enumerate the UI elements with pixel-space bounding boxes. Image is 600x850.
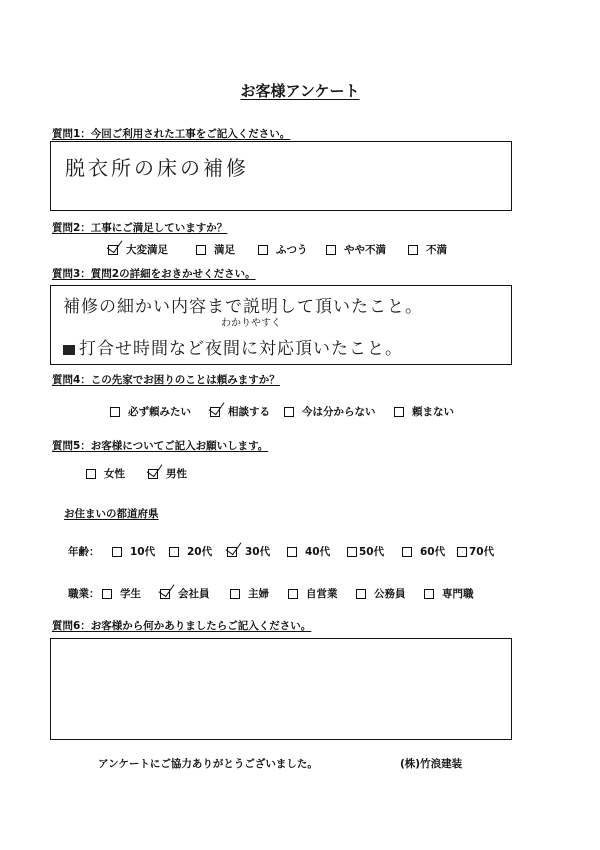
- checkbox-icon[interactable]: [287, 547, 297, 557]
- question-1-answer: 脱衣所の床の補修: [65, 156, 249, 180]
- job-options: [68, 586, 482, 601]
- option-age-50s[interactable]: 50代: [347, 544, 402, 559]
- checkbox-icon[interactable]: [258, 245, 268, 255]
- checkbox-icon[interactable]: [102, 589, 112, 599]
- company-name: (株)竹浪建装: [400, 758, 463, 770]
- prefecture-label: お住まいの都道府県: [64, 508, 159, 520]
- checkbox-icon[interactable]: [108, 245, 118, 255]
- question-5-label: 質問5：お客様についてご記入お願いします。: [52, 440, 269, 452]
- question-3-label: 質問3：質問2の詳細をおきかせください。: [52, 268, 256, 280]
- checkbox-icon[interactable]: [288, 589, 298, 599]
- option-job-self-employed[interactable]: 自営業: [288, 586, 356, 601]
- checkbox-icon[interactable]: [284, 407, 294, 417]
- checkbox-icon[interactable]: [110, 407, 120, 417]
- option-job-company-employee[interactable]: 会社員: [160, 586, 230, 601]
- checkbox-icon[interactable]: [326, 245, 336, 255]
- question-5-options: [86, 466, 198, 481]
- checkbox-icon[interactable]: [169, 547, 179, 557]
- checkbox-icon[interactable]: [402, 547, 412, 557]
- option-normal[interactable]: ふつう: [258, 242, 326, 257]
- question-2-label: 質問2：工事にご満足していますか？: [52, 222, 228, 234]
- page-title: お客様アンケート: [240, 82, 360, 100]
- option-female[interactable]: 女性: [86, 466, 148, 481]
- thanks-message: アンケートにご協力ありがとうございました。: [98, 758, 318, 770]
- checkbox-icon[interactable]: [210, 407, 220, 417]
- checkbox-icon[interactable]: [394, 407, 404, 417]
- age-options: [68, 544, 501, 559]
- option-job-homemaker[interactable]: 主婦: [230, 586, 288, 601]
- option-age-30s[interactable]: 30代: [227, 544, 287, 559]
- strikeout-mark: [63, 345, 75, 355]
- checkbox-icon[interactable]: [112, 547, 122, 557]
- question-3-answer-box[interactable]: [50, 285, 512, 365]
- question-6-label: 質問6：お客様から何かありましたらご記入ください。: [52, 620, 312, 632]
- option-dissatisfied[interactable]: 不満: [408, 242, 468, 257]
- job-label: 職業：: [68, 588, 100, 600]
- question-6-answer-box[interactable]: [50, 638, 512, 740]
- checkbox-icon[interactable]: [424, 589, 434, 599]
- option-job-student[interactable]: 学生: [102, 586, 160, 601]
- option-job-civil-servant[interactable]: 公務員: [356, 586, 424, 601]
- checkbox-icon[interactable]: [86, 469, 96, 479]
- option-definitely-request[interactable]: 必ず頼みたい: [110, 404, 210, 419]
- option-satisfied[interactable]: 満足: [196, 242, 258, 257]
- question-1-label: 質問1：今回ご利用された工事をご記入ください。: [52, 128, 291, 140]
- option-job-specialist[interactable]: 専門職: [424, 586, 482, 601]
- option-male[interactable]: 男性: [148, 466, 198, 481]
- question-4-label: 質問4：この先家でお困りのことは頼みますか？: [52, 374, 280, 386]
- checkbox-icon[interactable]: [347, 547, 357, 557]
- question-4-options: [110, 404, 464, 419]
- option-age-60s[interactable]: 60代: [402, 544, 457, 559]
- checkbox-icon[interactable]: [230, 589, 240, 599]
- option-age-70s[interactable]: 70代: [457, 544, 501, 559]
- question-3-answer-line-2: 打合せ時間など夜間に対応頂いたこと。: [63, 334, 403, 359]
- checkbox-icon[interactable]: [160, 589, 170, 599]
- checkbox-icon[interactable]: [356, 589, 366, 599]
- option-will-not-request[interactable]: 頼まない: [394, 404, 464, 419]
- checkbox-icon[interactable]: [227, 547, 237, 557]
- age-label: 年齢：: [68, 546, 100, 558]
- checkbox-icon[interactable]: [196, 245, 206, 255]
- option-consult[interactable]: 相談する: [210, 404, 284, 419]
- option-not-sure[interactable]: 今は分からない: [284, 404, 394, 419]
- checkbox-icon[interactable]: [457, 547, 467, 557]
- checkbox-icon[interactable]: [148, 469, 158, 479]
- question-2-options: [108, 242, 468, 257]
- option-age-20s[interactable]: 20代: [169, 544, 227, 559]
- option-very-satisfied[interactable]: 大変満足: [108, 242, 196, 257]
- question-1-answer-box[interactable]: [50, 141, 512, 211]
- question-3-answer-line-1: 補修の細かい内容まで説明して頂いたこと。: [63, 297, 423, 317]
- question-3-answer-insert: わかりやすく: [221, 318, 281, 329]
- option-slightly-dissatisfied[interactable]: やや不満: [326, 242, 408, 257]
- option-age-40s[interactable]: 40代: [287, 544, 347, 559]
- option-age-10s[interactable]: 10代: [112, 544, 169, 559]
- checkbox-icon[interactable]: [408, 245, 418, 255]
